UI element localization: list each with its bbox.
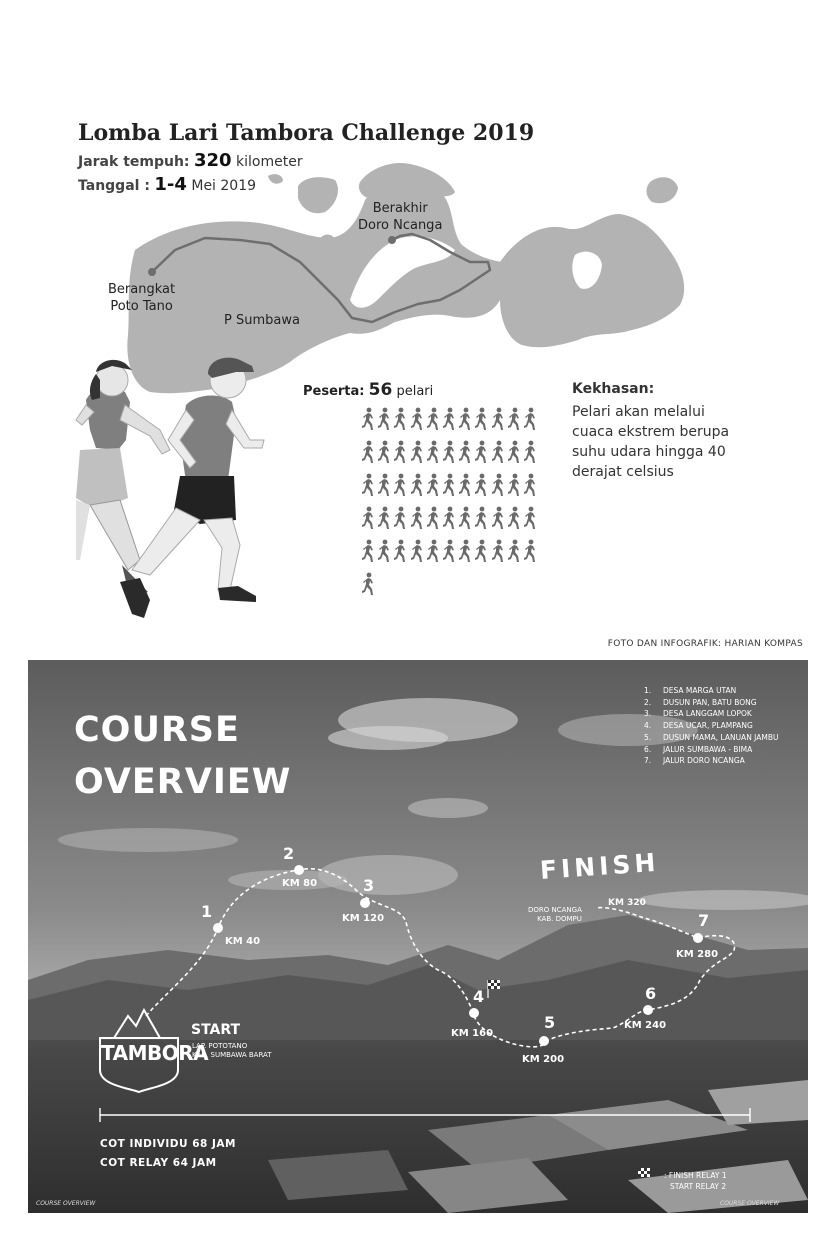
runner-icon	[409, 403, 425, 436]
runner-icon	[490, 502, 506, 535]
start-point	[148, 268, 156, 276]
runner-icon	[425, 469, 441, 502]
checkpoint-6-km: KM 240	[624, 1020, 667, 1031]
runner-icon	[506, 535, 522, 568]
checkpoint-dot	[539, 1036, 549, 1046]
checkpoint-4-km: KM 160	[451, 1028, 494, 1039]
legend-number: 3.	[644, 709, 652, 719]
runner-icon	[409, 535, 425, 568]
checkpoint-dot	[360, 898, 370, 908]
checkpoint-7-km: KM 280	[676, 949, 719, 960]
runner-icon	[506, 469, 522, 502]
date-value: 1-4	[154, 174, 187, 195]
course-title-line2: OVERVIEW	[74, 762, 292, 802]
finish-label: FINISH	[538, 847, 661, 885]
checkpoint-dot	[693, 933, 703, 943]
legend-text: JALUR DORO NCANGA	[663, 756, 745, 766]
legend-number: 6.	[644, 744, 652, 754]
legend-number: 2.	[644, 697, 652, 707]
runner-icon	[376, 535, 392, 568]
runner-icon	[409, 502, 425, 535]
runner-icon	[457, 403, 473, 436]
start-label: START	[191, 1022, 241, 1038]
runner-icon	[360, 469, 376, 502]
runner-icon	[360, 436, 376, 469]
checkpoint-1-number: 1	[201, 902, 213, 921]
runner-icon	[457, 502, 473, 535]
runner-icon	[490, 436, 506, 469]
legend-number: 1.	[644, 686, 652, 695]
runner-icon	[392, 436, 408, 469]
start-label: Berangkat	[108, 282, 176, 297]
distance-value: 320	[193, 150, 232, 171]
runner-icon	[441, 403, 457, 436]
checkpoint-1-km: KM 40	[225, 936, 261, 947]
checkpoint-3-km: KM 120	[342, 913, 385, 924]
checkpoint-dot	[469, 1008, 479, 1018]
relay-note	[664, 1170, 727, 1192]
runner-icon	[392, 403, 408, 436]
finish-km: KM 320	[608, 898, 646, 908]
runner-icon	[522, 535, 538, 568]
runner-icon	[473, 469, 489, 502]
tambora-logo-text: TAMBORA	[101, 1041, 209, 1065]
runner-icon	[473, 436, 489, 469]
runner-icon	[425, 436, 441, 469]
relay-line1: : FINISH RELAY 1	[664, 1171, 727, 1180]
runner-icon	[360, 502, 376, 535]
runner-icon	[490, 469, 506, 502]
distance-unit: kilometer	[236, 154, 303, 170]
relay-line2: START RELAY 2	[670, 1182, 727, 1191]
runner-icon	[522, 502, 538, 535]
photo-credit: FOTO DAN INFOGRAFIK: HARIAN KOMPAS	[607, 639, 803, 649]
checkpoint-markers	[28, 660, 808, 1213]
checkpoint-5-km: KM 200	[522, 1054, 565, 1065]
finish-place	[528, 906, 582, 924]
finish-place-line1: DORO NCANGA	[528, 906, 582, 914]
checkpoint-4-number: 4	[473, 987, 485, 1006]
island-label: P Sumbawa	[224, 313, 300, 328]
runner-icon	[473, 403, 489, 436]
checkpoint-2-km: KM 80	[282, 878, 318, 889]
cot-individual: COT INDIVIDU 68 JAM	[100, 1138, 236, 1150]
legend-text: JALUR SUMBAWA - BIMA	[663, 744, 753, 754]
distance-line	[78, 150, 303, 171]
runner-icon	[441, 502, 457, 535]
checkpoint-6-number: 6	[645, 984, 657, 1003]
runner-icon	[473, 502, 489, 535]
legend-text: DESA UCAR, PLAMPANG	[663, 721, 753, 731]
runner-icon	[360, 568, 376, 601]
special-text: Pelari akan melalui cuaca ekstrem berupa suhu udara hingga 40 derajat celsius	[572, 404, 730, 480]
course-title-line1: COURSE	[74, 710, 240, 750]
start-place	[192, 1042, 272, 1060]
checkpoint-dot	[643, 1005, 653, 1015]
legend-text: DUSUN MAMA, LANUAN JAMBU	[663, 732, 779, 742]
participants-label: Peserta:	[303, 384, 365, 399]
participants-value: 56	[368, 380, 393, 400]
runner-icon	[376, 469, 392, 502]
end-location-label	[358, 200, 442, 234]
runner-icon	[522, 403, 538, 436]
start-place-line2: KAB. SUMBAWA BARAT	[192, 1051, 272, 1059]
checkpoint-2-number: 2	[283, 844, 295, 863]
runner-icon	[392, 469, 408, 502]
runner-icon	[506, 502, 522, 535]
runner-icon	[522, 469, 538, 502]
runner-icon	[392, 502, 408, 535]
checkpoint-dot	[294, 865, 304, 875]
runner-icon	[409, 469, 425, 502]
start-place-line1: LAP. POTOTANO	[192, 1042, 248, 1050]
checkpoint-3-number: 3	[363, 876, 375, 895]
date-label: Tanggal :	[78, 178, 150, 194]
legend-number: 7.	[644, 756, 652, 766]
footer-left: COURSE OVERVIEW	[36, 1200, 96, 1207]
runner-icon	[376, 436, 392, 469]
end-point	[388, 236, 396, 244]
runner-icon	[441, 469, 457, 502]
male-runner-illustration	[120, 358, 264, 618]
checkpoint-dot	[213, 923, 223, 933]
runner-icon	[425, 535, 441, 568]
legend-text: DUSUN PAN, BATU BONG	[663, 697, 757, 707]
infographic-title: Lomba Lari Tambora Challenge 2019	[78, 120, 535, 146]
participants-pictogram	[360, 403, 540, 601]
sanggar-peninsula	[359, 163, 455, 198]
runner-icon	[506, 403, 522, 436]
runner-icon	[473, 535, 489, 568]
footer-right: COURSE OVERVIEW	[720, 1200, 780, 1207]
runner-icon	[457, 535, 473, 568]
special-title: Kekhasan:	[572, 381, 655, 397]
start-place: Poto Tano	[110, 299, 173, 314]
checkpoint-5-number: 5	[544, 1013, 556, 1032]
runner-icon	[457, 436, 473, 469]
runner-icon	[522, 436, 538, 469]
legend-text: DESA LANGGAM LOPOK	[663, 709, 752, 719]
runner-icon	[360, 403, 376, 436]
runner-icon	[441, 436, 457, 469]
checkered-flag-icon	[638, 1168, 650, 1177]
distance-label: Jarak tempuh:	[78, 154, 190, 170]
cot-relay: COT RELAY 64 JAM	[100, 1157, 217, 1169]
course-overview-photo	[28, 660, 808, 1213]
date-rest: Mei 2019	[191, 178, 257, 194]
runner-icon	[360, 535, 376, 568]
runner-icon	[392, 535, 408, 568]
date-line	[78, 174, 256, 195]
runner-icon	[409, 436, 425, 469]
legend-number: 5.	[644, 732, 652, 742]
runner-icon	[490, 535, 506, 568]
participants-unit: pelari	[396, 384, 434, 399]
runner-icon	[425, 403, 441, 436]
runner-icon	[441, 535, 457, 568]
runner-icon	[376, 403, 392, 436]
checkered-flag-icon	[488, 980, 500, 998]
sumbawa-island-west	[127, 183, 502, 393]
start-location-label	[108, 281, 175, 315]
runner-icon	[506, 436, 522, 469]
checkpoint-7-number: 7	[698, 911, 710, 930]
finish-place-line2: KAB. DOMPU	[537, 915, 582, 923]
moyo-island	[298, 177, 338, 213]
end-label: Berakhir	[372, 201, 428, 216]
sangiang-island	[646, 177, 678, 203]
runner-icon	[376, 502, 392, 535]
end-place: Doro Ncanga	[358, 218, 443, 233]
participants-line	[303, 380, 433, 400]
runner-icon	[425, 502, 441, 535]
legend-text: DESA MARGA UTAN	[663, 686, 737, 695]
runner-icon	[457, 469, 473, 502]
runner-icon	[490, 403, 506, 436]
legend-number: 4.	[644, 721, 652, 731]
